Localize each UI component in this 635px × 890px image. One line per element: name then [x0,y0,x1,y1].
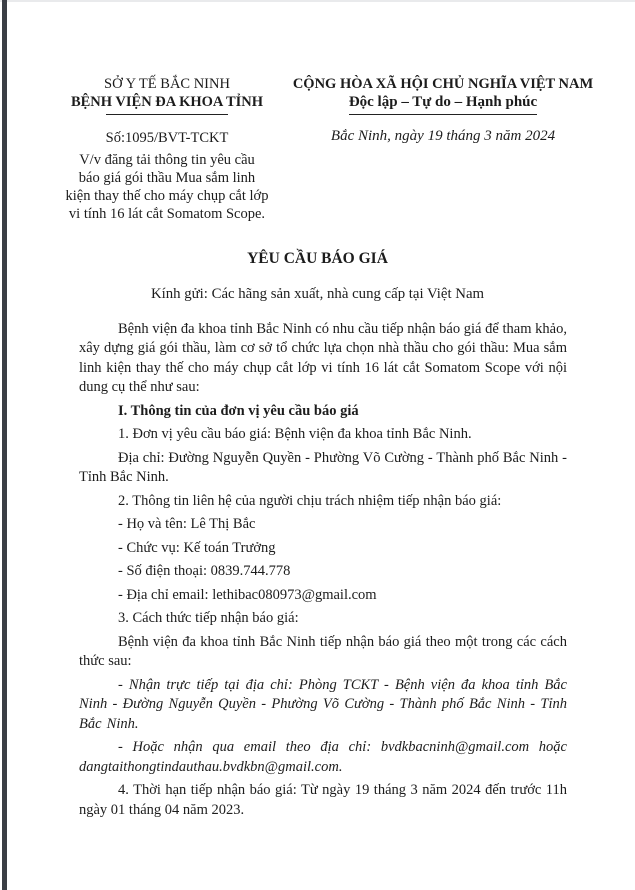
document-body [79,320,567,821]
paragraph: 2. Thông tin liên hệ của người chịu trách nhiệm tiếp nhận báo giá: [118,492,502,509]
document-subject-line: kiện thay thế cho máy chụp cắt lớp [65,187,269,204]
org-name: BỆNH VIỆN ĐA KHOA TỈNH [70,93,264,110]
national-motto: Độc lập – Tự do – Hạnh phúc [348,93,538,110]
place-date-line: Bắc Ninh, ngày 19 tháng 3 năm 2024 [330,128,556,144]
document-subject-line: V/v đăng tải thông tin yêu cầu [79,151,255,168]
document-subject-line: vi tính 16 lát cắt Somatom Scope. [68,205,266,222]
document-subject-line: báo giá gói thầu Mua sắm linh [78,169,256,186]
document-header [0,0,635,223]
document-title: YÊU CẦU BÁO GIÁ [247,249,388,267]
paragraph: - Hoặc nhận qua email theo địa chỉ: bvdkbacninh@gmail.com hoặc dangtaithongtindauthau.bvdkbn@gmail.com. [79,739,567,775]
document-number: Số:1095/BVT-TCKT [105,130,229,146]
paragraph: 1. Đơn vị yêu cầu báo giá: Bệnh viện đa khoa tỉnh Bắc Ninh. [118,426,472,442]
org-parent-name: SỞ Y TẾ BẮC NINH [104,76,230,92]
paragraph: - Địa chỉ email: lethibac080973@gmail.com [118,586,377,603]
motto-underline [349,114,537,115]
scan-artifact-left-edge [2,0,7,890]
paragraph: - Số điện thoại: 0839.744.778 [118,563,291,579]
national-motto-block [277,76,609,223]
paragraph: Bệnh viện đa khoa tỉnh Bắc Ninh có nhu cầu tiếp nhận báo giá để tham khảo, xây dựng giá gói thầu, làm cơ sở tổ chức lựa chọn nhà thầu cho gói thầu: Mua sắm linh kiện thay thế cho máy chụp cắt lớp vi tính 16 lát cắt Somatom Scope với nội dung cụ thể như sau: [79,320,567,395]
paragraph: - Chức vụ: Kế toán Trưởng [118,539,276,556]
country-title: CỘNG HÒA XÃ HỘI CHỦ NGHĨA VIỆT NAM [292,76,594,92]
paragraph: 3. Cách thức tiếp nhận báo giá: [118,610,299,626]
org-underline [106,114,228,115]
salutation-line: Kính gửi: Các hãng sản xuất, nhà cung cấp tại Việt Nam [150,285,485,302]
scan-artifact-top-edge [0,0,635,2]
paragraph: 4. Thời hạn tiếp nhận báo giá: Từ ngày 19 tháng 3 năm 2024 đến trước 11h ngày 01 tháng 04 năm 2023. [79,782,567,818]
document-subject [60,151,274,223]
paragraph: - Họ và tên: Lê Thị Bắc [118,516,256,532]
paragraph: I. Thông tin của đơn vị yêu cầu báo giá [118,402,359,419]
paragraph: Bệnh viện đa khoa tỉnh Bắc Ninh tiếp nhận báo giá theo một trong các cách thức sau: [79,633,567,669]
paragraph: - Nhận trực tiếp tại địa chỉ: Phòng TCKT - Bệnh viện đa khoa tỉnh Bắc Ninh - Đường Nguyễn Quyền - Phường Võ Cường - Thành phố Bắc Ninh - Tỉnh Bắc Ninh. [79,676,567,732]
issuing-org-block [60,76,274,223]
paragraph: Địa chỉ: Đường Nguyễn Quyền - Phường Võ Cường - Thành phố Bắc Ninh - Tỉnh Bắc Ninh. [79,449,567,485]
